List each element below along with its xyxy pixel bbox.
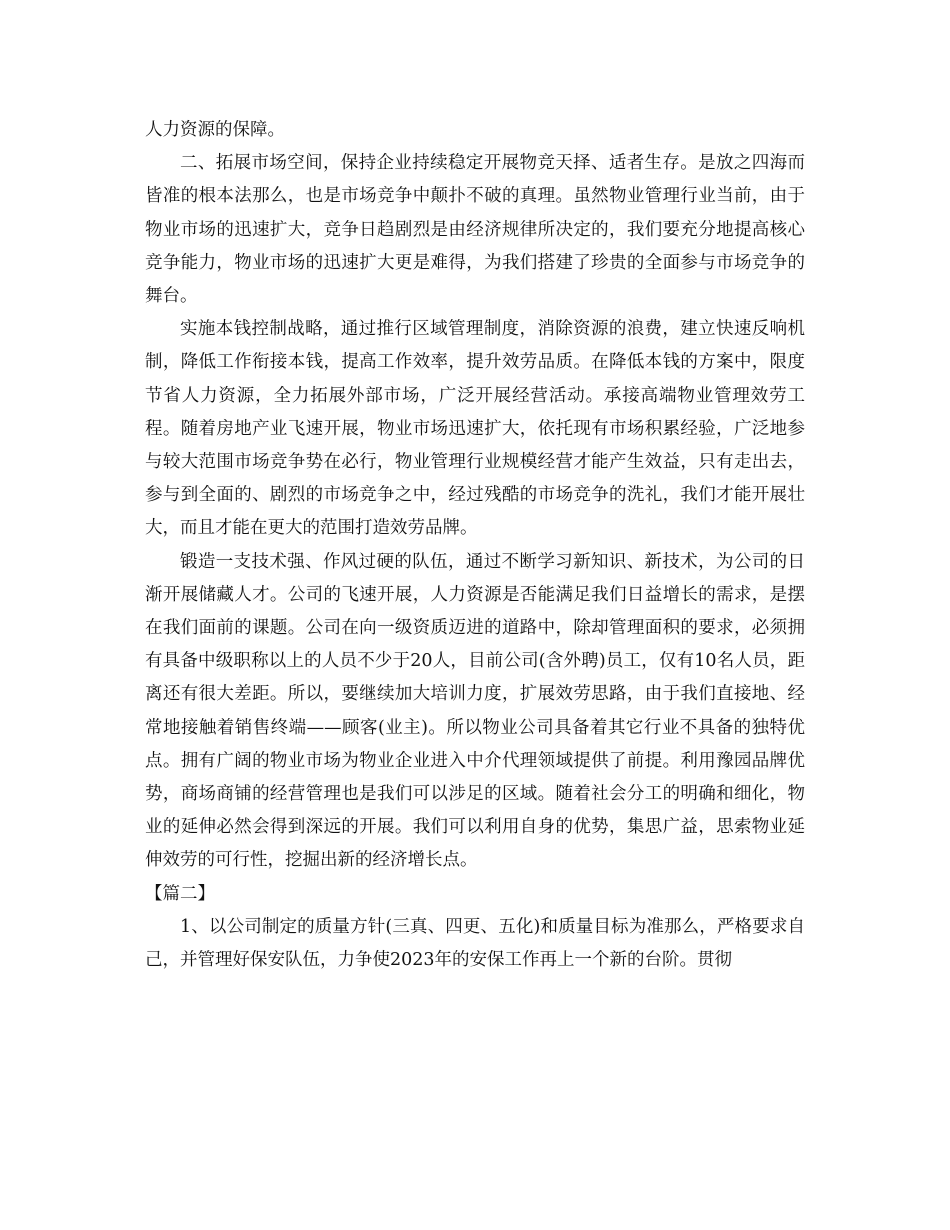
paragraph-quality-policy: 1、以公司制定的质量方针(三真、四更、五化)和质量目标为准那么，严格要求自己，并管理好保安队伍，力争使2023年的安保工作再上一个新的台阶。贯彻 xyxy=(145,916,805,971)
document-page xyxy=(145,114,805,977)
paragraph-market-expansion: 二、拓展市场空间，保持企业持续稳定开展物竞天择、适者生存。是放之四海而皆准的根本法那么，也是市场竞争中颠扑不破的真理。虽然物业管理行业当前，由于物业市场的迅速扩大，竞争日趋剧烈是由经济规律所决定的，我们要充分地提高核心竞争能力，物业市场的迅速扩大更是难得，为我们搭建了珍贵的全面参与市场竞争的舞台。 xyxy=(145,153,805,307)
paragraph-continuation: 人力资源的保障。 xyxy=(145,120,285,140)
section-heading: 【篇二】 xyxy=(145,883,215,904)
paragraph-team-building: 锻造一支技术强、作风过硬的队伍，通过不断学习新知识、新技术，为公司的日渐开展储藏人才。公司的飞速开展，人力资源是否能满足我们日益增长的需求，是摆在我们面前的课题。公司在向一级资质迈进的道路中，除却管理面积的要求，必须拥有具备中级职称以上的人员不少于20人，目前公司(含外聘)员工，仅有10名人员，距离还有很大差距。所以，要继续加大培训力度，扩展效劳思路，由于我们直接地、经常地接触着销售终端——顾客(业主)。所以物业公司具备着其它行业不具备的独特优点。拥有广阔的物业市场为物业企业进入中介代理领域提供了前提。利用豫园品牌优势，商场商铺的经营管理也是我们可以涉足的区域。随着社会分工的明确和细化，物业的延伸必然会得到深远的开展。我们可以利用自身的优势，集思广益，思索物业延伸效劳的可行性，挖掘出新的经济增长点。 xyxy=(145,551,805,871)
paragraph-cost-control: 实施本钱控制战略，通过推行区域管理制度，消除资源的浪费，建立快速反响机制，降低工作衔接本钱，提高工作效率，提升效劳品质。在降低本钱的方案中，限度节省人力资源，全力拓展外部市场，广泛开展经营活动。承接高端物业管理效劳工程。随着房地产业飞速开展，物业市场迅速扩大，依托现有市场积累经验，广泛地参与较大范围市场竞争势在必行，物业管理行业规模经营才能产生效益，只有走出去，参与到全面的、剧烈的市场竞争之中，经过残酷的市场竞争的洗礼，我们才能开展壮大，而且才能在更大的范围打造效劳品牌。 xyxy=(145,319,805,539)
